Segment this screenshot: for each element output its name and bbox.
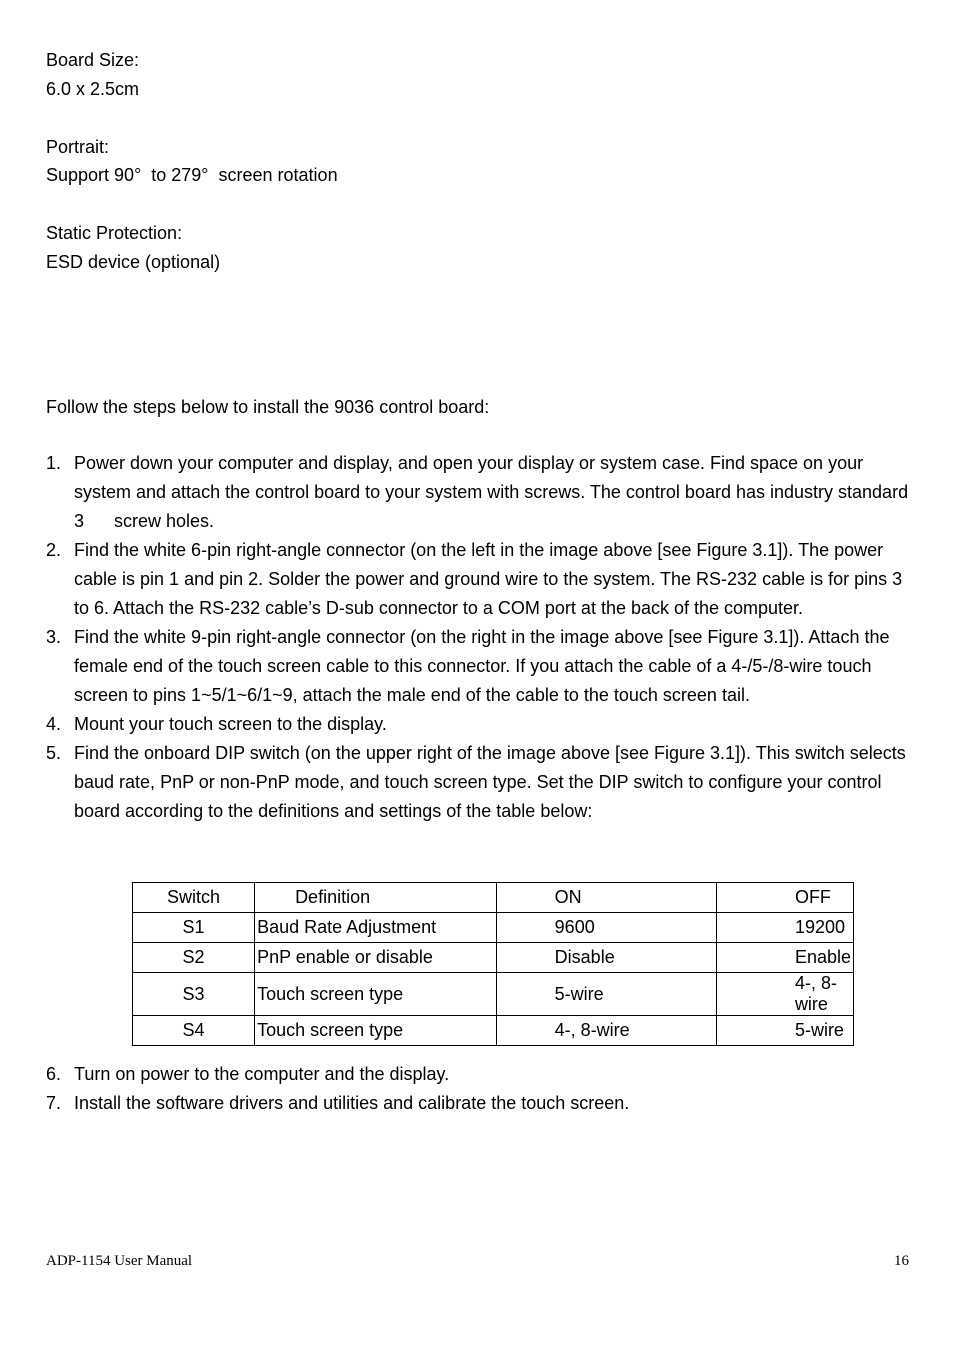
step-text: Find the white 6-pin right-angle connector (on the left in the image above [see Figure 3.1]). The power cable is pin 1 and pin 2. Solder the power and ground wire to the system. The RS-232 cable is for pins 3 to 6. Attach the RS-232 cable’s D-sub connector to a COM port at the back of the computer. bbox=[74, 540, 903, 618]
dip-switch-table bbox=[132, 882, 854, 1046]
step-text: Mount your touch screen to the display. bbox=[74, 714, 387, 734]
list-item bbox=[46, 449, 916, 536]
table-cell: Disable bbox=[496, 943, 716, 973]
portrait-value: Support 90° to 279° screen rotation bbox=[46, 165, 338, 185]
table-header: OFF bbox=[716, 883, 853, 913]
board-size-value: 6.0 x 2.5cm bbox=[46, 79, 140, 99]
table-cell: S1 bbox=[133, 913, 255, 943]
table-cell: Enable bbox=[716, 943, 853, 973]
static-protection-value: ESD device (optional) bbox=[46, 252, 221, 272]
step-text: Find the white 9-pin right-angle connector (on the right in the image above [see Figure 3.1]). Attach the female end of the touch screen cable to this connector. If you attach the cable of a 4-/5-/8-wire touch screen to pins 1~5/1~6/1~9, attach the male end of the cable to the touch screen tail. bbox=[74, 627, 890, 705]
list-item bbox=[46, 710, 916, 739]
final-steps-list bbox=[46, 1060, 916, 1118]
install-intro: Follow the steps below to install the 9036 control board: bbox=[46, 397, 490, 417]
table-cell: S4 bbox=[133, 1016, 255, 1046]
step-text: Install the software drivers and utilities and calibrate the touch screen. bbox=[74, 1093, 630, 1113]
list-item bbox=[46, 1089, 916, 1118]
step-text: Turn on power to the computer and the display. bbox=[74, 1064, 450, 1084]
install-steps-list bbox=[46, 449, 916, 826]
table-cell: 19200 bbox=[716, 913, 853, 943]
table-cell: Touch screen type bbox=[255, 1016, 497, 1046]
table-header: Switch bbox=[133, 883, 255, 913]
table-cell: 9600 bbox=[496, 913, 716, 943]
list-item bbox=[46, 739, 916, 826]
step-number: 3. bbox=[46, 627, 62, 647]
table-header: Definition bbox=[255, 883, 497, 913]
step-number: 4. bbox=[46, 714, 62, 734]
step-number: 7. bbox=[46, 1093, 62, 1113]
table-row bbox=[133, 1016, 854, 1046]
table-row bbox=[133, 943, 854, 973]
list-item bbox=[46, 623, 916, 710]
table-header: ON bbox=[496, 883, 716, 913]
footer-page-number: 16 bbox=[894, 1253, 909, 1269]
step-number: 5. bbox=[46, 743, 62, 763]
table-row bbox=[133, 973, 854, 1016]
list-item bbox=[46, 536, 916, 623]
list-item bbox=[46, 1060, 916, 1089]
step-number: 6. bbox=[46, 1064, 62, 1084]
board-size-label: Board Size: bbox=[46, 50, 140, 70]
portrait-label: Portrait: bbox=[46, 137, 110, 157]
step-text: Find the onboard DIP switch (on the upper right of the image above [see Figure 3.1]). This switch selects baud rate, PnP or non-PnP mode, and touch screen type. Set the DIP switch to configure your control board according to the definitions and settings of the table below: bbox=[74, 743, 906, 821]
table-cell: Touch screen type bbox=[255, 973, 497, 1016]
footer-manual-title: ADP-1154 User Manual bbox=[46, 1253, 193, 1269]
table-cell: S3 bbox=[133, 973, 255, 1016]
step-number: 1. bbox=[46, 453, 62, 473]
table-cell: PnP enable or disable bbox=[255, 943, 497, 973]
step-number: 2. bbox=[46, 540, 62, 560]
table-cell: S2 bbox=[133, 943, 255, 973]
table-row bbox=[133, 913, 854, 943]
table-cell: 5-wire bbox=[496, 973, 716, 1016]
table-cell: 5-wire bbox=[716, 1016, 853, 1046]
table-header-row bbox=[133, 883, 854, 913]
table-cell: 4-, 8-wire bbox=[716, 973, 853, 1016]
table-cell: 4-, 8-wire bbox=[496, 1016, 716, 1046]
step-text: Power down your computer and display, and open your display or system case. Find space on your system and attach the control board to your system with screws. The control board has industry standard 3 screw holes. bbox=[74, 453, 914, 531]
static-protection-label: Static Protection: bbox=[46, 223, 183, 243]
table-cell: Baud Rate Adjustment bbox=[255, 913, 497, 943]
